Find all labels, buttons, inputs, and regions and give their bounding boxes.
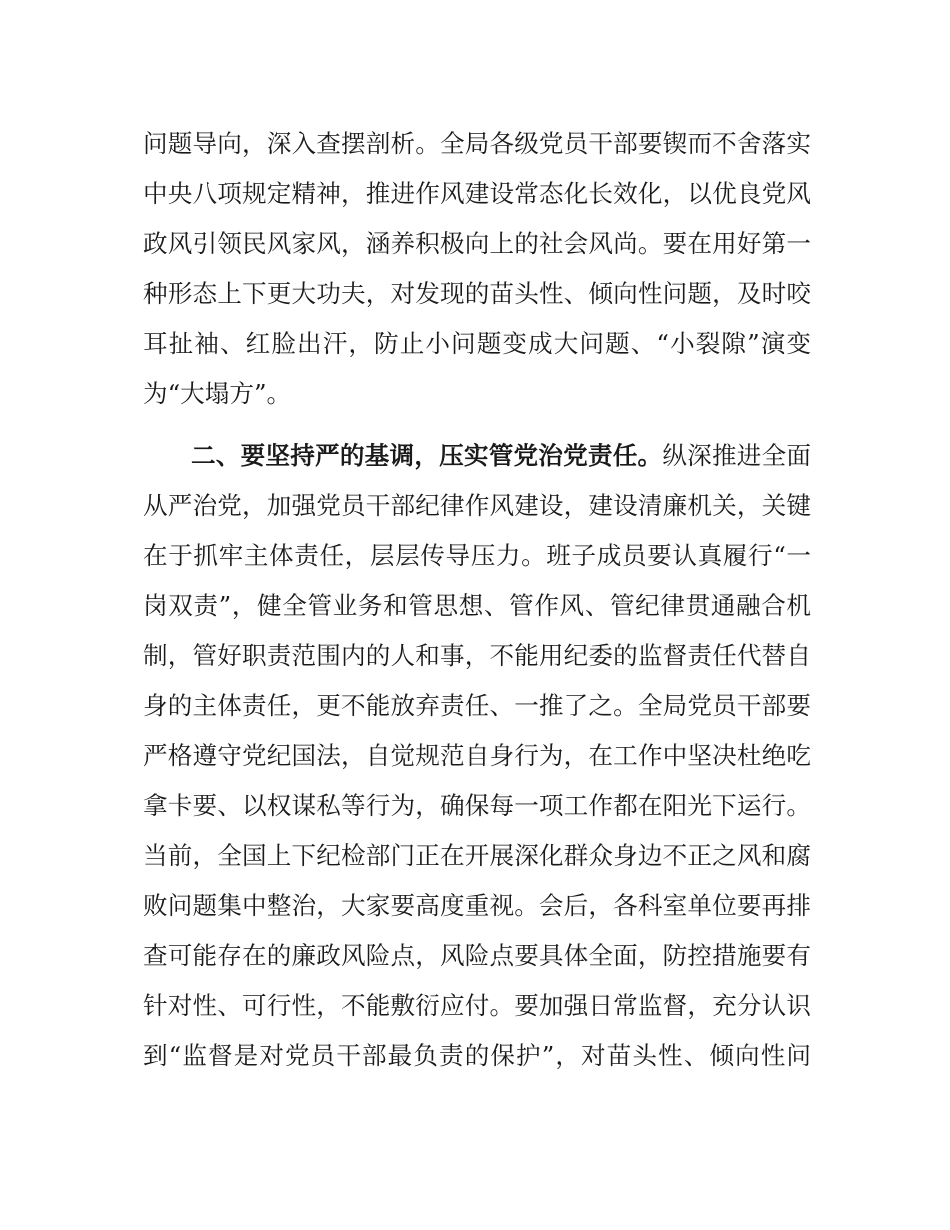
paragraph-line: 针对性、可行性，不能敷衍应付。要加强日常监督，充分认识 xyxy=(143,991,811,1020)
paragraph-line: 败问题集中整治，大家要高度重视。会后，各科室单位要再排 xyxy=(143,891,811,920)
paragraph-first-line xyxy=(143,431,811,481)
paragraph-line: 在于抓牢主体责任，层层传导压力。班子成员要认真履行“一 xyxy=(143,541,811,570)
paragraph-line: 为“大塌方”。 xyxy=(143,379,292,408)
paragraph-line: 中央八项规定精神，推进作风建设常态化长效化，以优良党风 xyxy=(143,179,811,208)
paragraph-line: 耳扯袖、红脸出汗，防止小问题变成大问题、“小裂隙”演变 xyxy=(143,329,811,358)
paragraph-line: 从严治党，加强党员干部纪律作风建设，建设清廉机关，关键 xyxy=(143,491,811,520)
paragraph-line: 身的主体责任，更不能放弃责任、一推了之。全局党员干部要 xyxy=(143,691,811,720)
paragraph-2 xyxy=(143,431,811,1081)
paragraph-1 xyxy=(143,119,811,419)
paragraph-line: 种形态上下更大功夫，对发现的苗头性、倾向性问题，及时咬 xyxy=(143,279,811,308)
paragraph-line: 拿卡要、以权谋私等行为，确保每一项工作都在阳光下运行。 xyxy=(143,791,811,820)
paragraph-line: 岗双责”，健全管业务和管思想、管作风、管纪律贯通融合机 xyxy=(143,591,811,620)
paragraph-line: 到“监督是对党员干部最负责的保护”，对苗头性、倾向性问 xyxy=(143,1041,811,1070)
paragraph-line: 问题导向，深入查摆剖析。全局各级党员干部要锲而不舍落实 xyxy=(143,129,811,158)
paragraph-line: 严格遵守党纪国法，自觉规范自身行为，在工作中坚决杜绝吃 xyxy=(143,741,811,770)
first-line-text: 纵深推进全面 xyxy=(662,441,811,470)
paragraph-line: 当前，全国上下纪检部门正在开展深化群众身边不正之风和腐 xyxy=(143,841,811,870)
section-heading: 二、要坚持严的基调，压实管党治党责任。 xyxy=(191,441,663,470)
paragraph-line: 查可能存在的廉政风险点，风险点要具体全面，防控措施要有 xyxy=(143,941,811,970)
paragraph-line: 制，管好职责范围内的人和事，不能用纪委的监督责任代替自 xyxy=(143,641,811,670)
paragraph-line: 政风引领民风家风，涵养积极向上的社会风尚。要在用好第一 xyxy=(143,229,811,258)
